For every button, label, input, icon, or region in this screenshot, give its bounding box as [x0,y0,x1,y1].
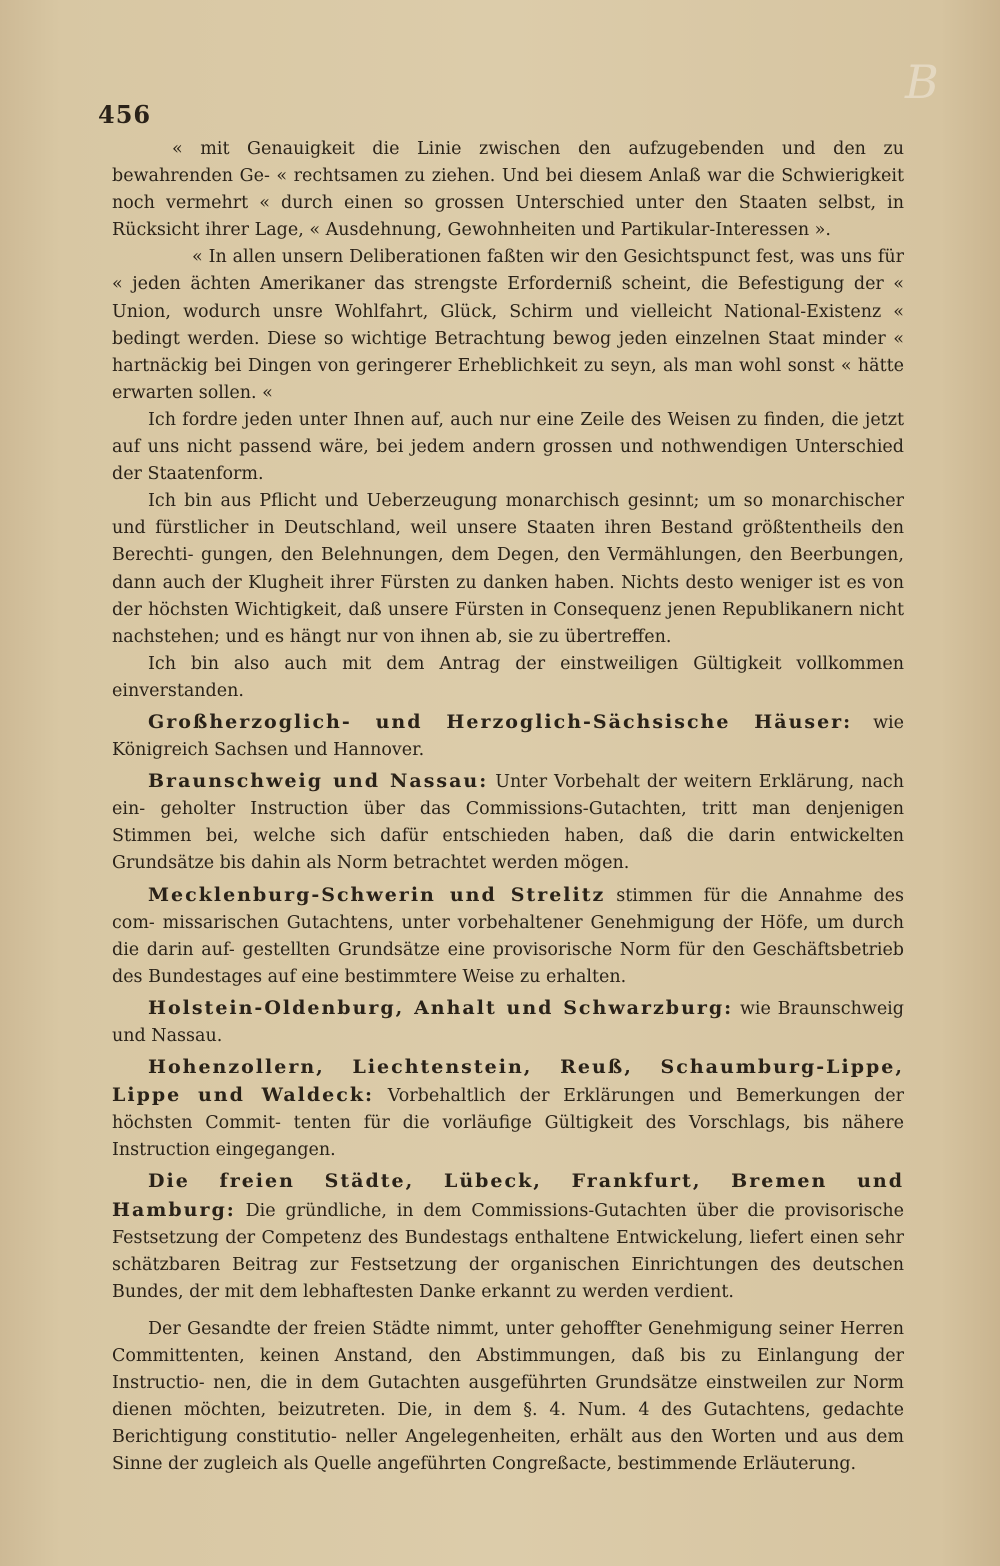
body-paragraph: Ich bin also auch mit dem Antrag der einstweiligen Gültigkeit vollkommen einverstanden. [112,653,904,701]
vote-heading: Großherzoglich- und Herzoglich-Sächsische Häuser: [148,710,853,733]
vote-text: wie Braunschweig und Nassau. [112,998,904,1046]
vote-text: stimmen für die Annahme des com- missarischen Gutachtens, unter vorbehaltener Genehmigung der Höfe, um durch die darin auf- gestellten Grundsätze eine provisorische Norm für den Geschäftsbetrieb des Bundestages auf eine bestimmtere Weise zu erhalten. [112,885,904,987]
vote-heading: Holstein-Oldenburg, Anhalt und Schwarzburg: [148,996,734,1019]
vote-text: wie Königreich Sachsen und Hannover. [112,712,904,761]
vote-paragraph [112,882,904,991]
vote-heading: Braunschweig und Nassau: [148,770,489,793]
quote-paragraph: « In allen unsern Deliberationen faßten wir den Gesichtspunct fest, was uns für « jeden ächten Amerikaner das strengste Erforderniß scheint, die Befestigung der « Union, wodurch unsre Wohlfahrt, Glück, Schirm und vielleicht National-Existenz « bedingt werden. Diese so wichtige Betrachtung bewog jeden einzelnen Staat minder « hartnäckig bei Dingen von geringerer Erheblichkeit zu seyn, als man wohl sonst « hätte erwarten sollen. « [112,247,904,403]
body-paragraph: Ich bin aus Pflicht und Ueberzeugung monarchisch gesinnt; um so monarchischer und fürstlicher in Deutschland, weil unsere Staaten ihren Bestand größtentheils den Berechti- gungen, den Belehnungen, dem Degen, den Vermählungen, den Beerbungen, dann auch der Klugheit ihrer Fürsten zu danken haben. Nichts desto weniger ist es von der höchsten Wichtigkeit, daß unsere Fürsten in Consequenz jenen Republikanern nicht nachstehen; und es hängt nur von ihnen ab, sie zu übertreffen. [112,491,904,647]
vote-text: Vorbehaltlich der Erklärungen und Bemerkungen der höchsten Commit- tenten für die vorläufige Gültigkeit des Vorschlags, bis nähere Instruction eingegangen. [112,1086,904,1161]
vote-paragraph [112,768,904,877]
vote-paragraph [112,1054,904,1164]
vote-text: Unter Vorbehalt der weitern Erklärung, nach ein- geholter Instruction über das Commissions-Gutachten, tritt man denjenigen Stimmen bei, welche sich dafür entschieden haben, daß die darin entwickelten Grundsätze bis dahin als Norm betrachtet werden mögen. [112,772,904,874]
vote-paragraph [112,995,904,1050]
watermark-stamp: B [905,55,939,109]
vote-heading: Mecklenburg-Schwerin und Strelitz [148,883,606,906]
quote-paragraph: « mit Genauigkeit die Linie zwischen den aufzugebenden und den zu bewahrenden Ge- « rechtsamen zu ziehen. Und bei diesem Anlaß war die Schwierigkeit noch vermehrt « durch einen so grossen Unterschied unter den Staaten selbst, in Rücksicht ihrer Lage, « Ausdehnung, Gewohnheiten und Partikular-Interessen ». [112,139,904,241]
body-paragraph: Ich fordre jeden unter Ihnen auf, auch nur eine Zeile des Weisen zu finden, die jetzt auf uns nicht passend wäre, bei jedem andern grossen und nothwendigen Unterschied der Staatenform. [112,409,904,485]
vote-text: Die gründliche, in dem Commissions-Gutachten über die provisorische Festsetzung der Competenz des Bundestags enthaltene Entwickelung, liefert einen sehr schätzbaren Beitrag zur Festsetzung der organischen Einrichtungen des deutschen Bundes, der mit dem lebhaftesten Danke erkannt zu werden verdient. [112,1200,904,1302]
vote-heading: Hohenzollern, Liechtenstein, Reuß, Schaumburg-Lippe, Lippe und Waldeck: [112,1056,904,1107]
vote-heading: Die freien Städte, Lübeck, Frankfurt, Bremen und Hamburg: [112,1170,904,1221]
closing-paragraph: Der Gesandte der freien Städte nimmt, unter gehoffter Genehmigung seiner Herren Committenten, keinen Anstand, den Abstimmungen, daß bis zu Einlangung der Instructio- nen, die in dem Gutachten ausgeführten Grundsätze einstweilen zur Norm dienen möchten, beizutreten. Die, in dem §. 4. Num. 4 des Gutachtens, gedachte Berichtigung constitutio- neller Angelegenheiten, erhält aus den Worten und aus dem Sinne der zugleich als Quelle angeführten Congreßacte, bestimmende Erläuterung. [112,1318,904,1475]
page-number: 456 [98,100,152,129]
vote-paragraph [112,709,904,764]
vote-paragraph [112,1168,904,1305]
page-text [112,136,904,1479]
